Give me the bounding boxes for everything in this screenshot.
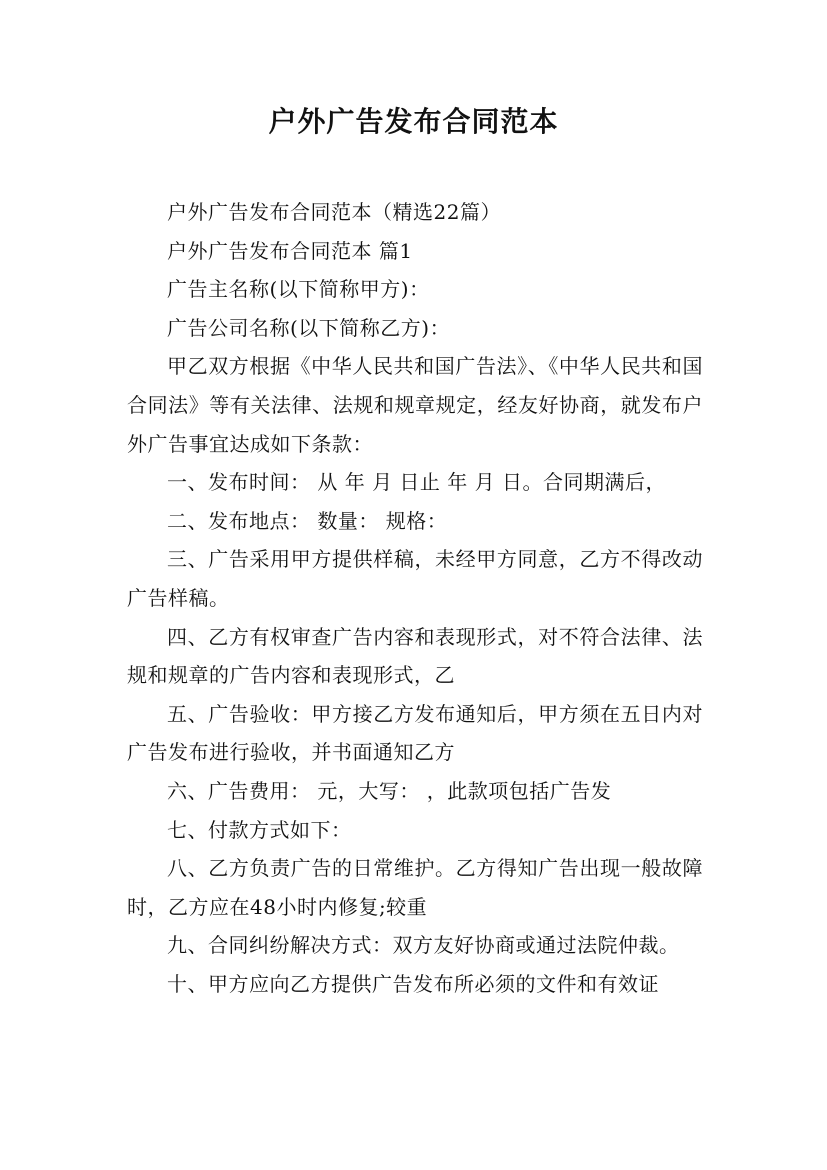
paragraph-section-heading: 户外广告发布合同范本 篇1 — [167, 238, 413, 263]
paragraph-party-a: 广告主名称(以下简称甲方)： — [167, 277, 430, 302]
clause-3: 三、广告采用甲方提供样稿，未经甲方同意，乙方不得改动广告样稿。 — [127, 547, 703, 610]
paragraph-subtitle: 户外广告发布合同范本（精选22篇） — [167, 200, 501, 224]
document-title: 户外广告发布合同范本 — [268, 105, 559, 138]
clause-10: 十、甲方应向乙方提供广告发布所必须的文件和有效证 — [167, 971, 659, 996]
clause-2: 二、发布地点： 数量： 规格： — [167, 508, 448, 533]
clause-7: 七、付款方式如下： — [167, 817, 352, 842]
clause-1: 一、发布时间： 从 年 月 日止 年 月 日。合同期满后， — [167, 470, 667, 495]
clause-4: 四、乙方有权审查广告内容和表现形式，对不符合法律、法规和规章的广告内容和表现形式，乙 — [127, 624, 703, 688]
clause-6: 六、广告费用： 元，大写： ，此款项包括广告发 — [167, 778, 612, 803]
clause-5: 五、广告验收：甲方接乙方发布通知后，甲方须在五日内对广告发布进行验收，并书面通知乙方 — [127, 701, 703, 765]
paragraph-party-b: 广告公司名称(以下简称乙方)： — [167, 315, 451, 340]
document-body — [127, 193, 703, 1003]
paragraph-preamble: 甲乙双方根据《中华人民共和国广告法》、《中华人民共和国合同法》等有关法律、法规和规章规定，经友好协商，就发布户外广告事宜达成如下条款： — [127, 354, 703, 456]
clause-8: 八、乙方负责广告的日常维护。乙方得知广告出现一般故障时，乙方应在48小时内修复;较重 — [127, 856, 703, 919]
clause-9: 九、合同纠纷解决方式：双方友好协商或通过法院仲裁。 — [167, 933, 680, 958]
